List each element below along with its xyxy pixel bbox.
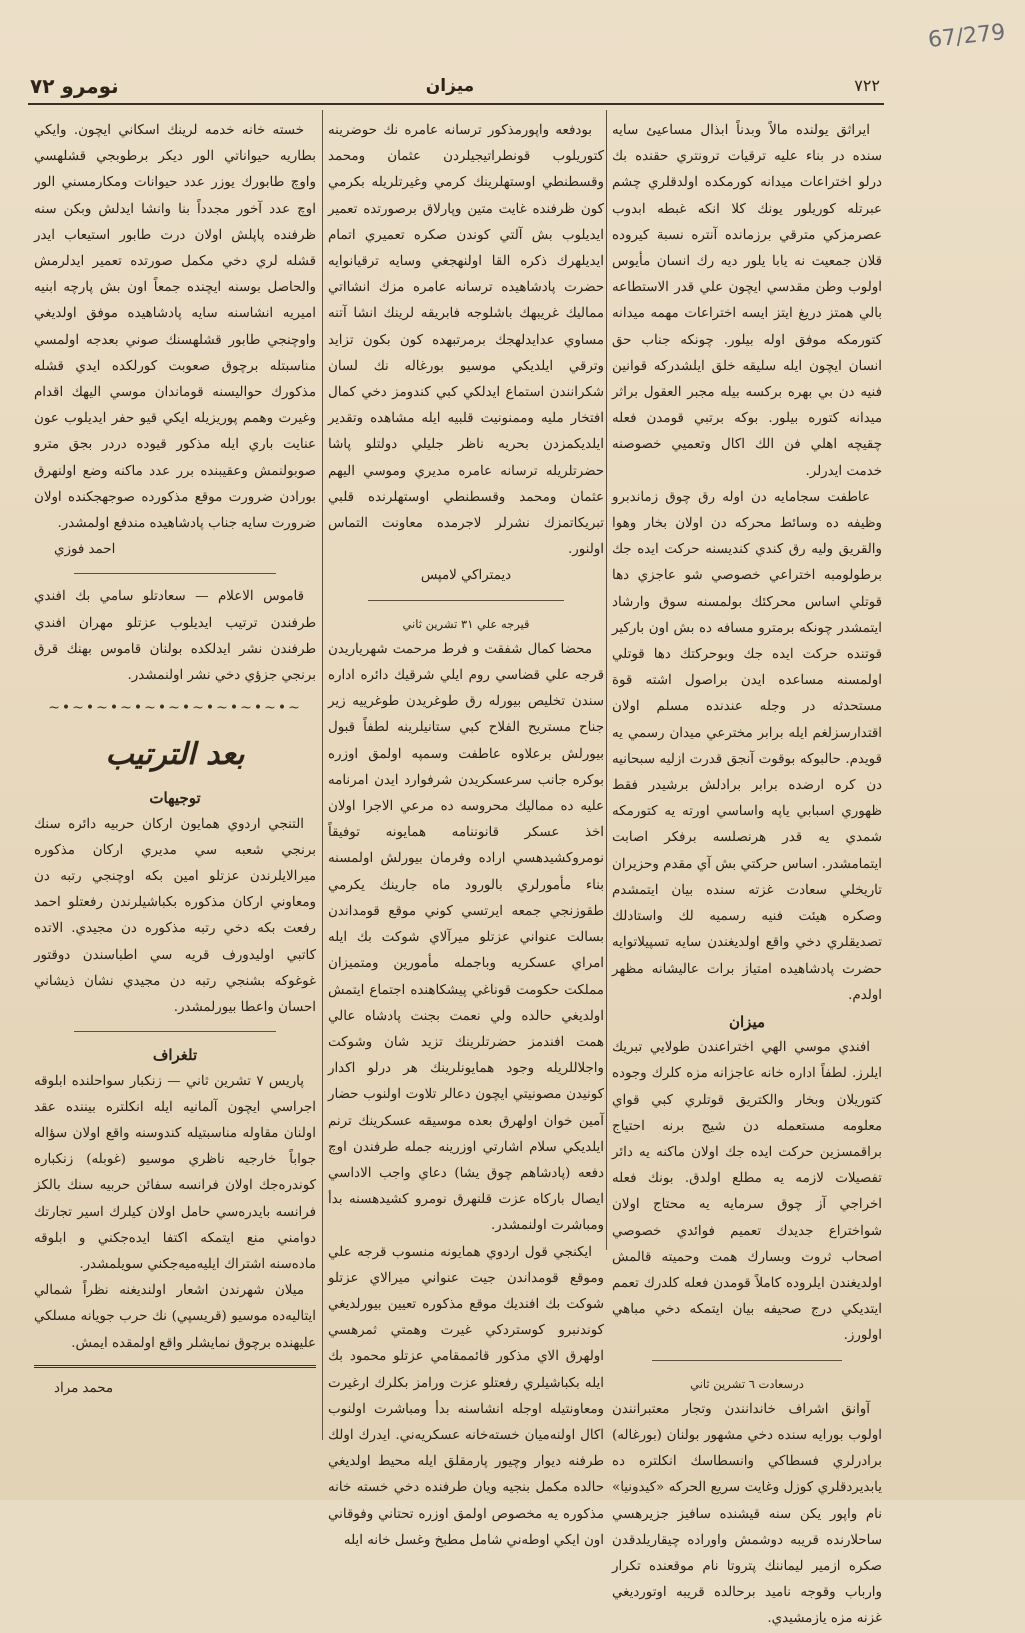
signature: احمد فوزي xyxy=(54,542,116,558)
article-paragraph: آوانق اشراف خاندانندن وتجار معتبرانندن اولوب بورايه سنده دخي مشهور بولنان (بورغاله) برادرلري فسطاكي وانسطاسك انكلتره ده يابديردقلري كوزل وغايت سريع الحركه «كيدونيا» نام واپور يكن سنه قيشنده سافيز جزيرهسي ساحلارنده قريبه دوشمش واوراده چيقاريلدقدن صكره ازمير ليماننك پتروتا نام موقعنده تكرار وارباب وقوجه ناميد برحالده قريبه اوتورديغي غزنه مزه يازمشيدي. xyxy=(612,1401,882,1627)
article-paragraph: خسته خانه خدمه لرينك اسكاني ايچون. وايكي بطاريه حيواناتي الور ديكر برطوبجي قشلهسي واوچ طابورك يوزر عدد حيوانات ومكارمسني الور اوچ عدد آخور مجدداً بنا وانشا ايدلش وبكن سنه ظرفنده پاپلش اولان درت طابور استيعاب ايدر قشله لري دخي مكمل صورتده تعمير ايدلرمش والحاصل بوسنه ايچنده جمعاً اون بش پارچه ابنيه اميريه انشاسنه سايه پادشاهيده موفق اولديغي واوچنجي طابور قشلهسنك صوني بعدجه اولمسي مناسبتله برچوق صعوبت كورلكده ايدي قشله مذكورك حواليسنه قوماندان موسي اليهك اقدام وغيرت وهمم پوريزيله ايكي قيو حفر ايديلوب عون عنايت باري ايله مذكور قيوده دردر بجق مترو صوبولنمش وعقيبنده برر عدد ماكنه وضع اولنهرق بورادن ضرورت موقع مذكورده صوجهجكنده اولان ضرورت سايه جناب پادشاهيده مندفع اولمشدر. xyxy=(34,123,316,532)
masthead: ميزان xyxy=(425,76,475,96)
separator xyxy=(368,600,564,601)
separator xyxy=(74,1031,276,1032)
header-rule xyxy=(28,103,884,105)
article-paragraph: افندي موسي الهي اختراعندن طولايي تبريك ايلرز. لطفاً اداره خانه عاجزانه مزه كلرك وجوده كتوريلان وبخار والكتريق قوتلري كبي قواي معلومه مستعمله دن شيج برنه احتياج براقمسزين حركت ايده جك اولان ماكنه يه دائر تفصيلات لازمه يه مطلع اولدق. بونك فعله اخراجي آز چوق سرمايه يه محتاج اولان شواختراع جديدك تعميم فوائدي خصوصي اصحاب ثروت وبسارك همت وحميته قالمش اولديغندن ايلروده كاملاً قومدن فعله كلدرك تعمم ايتديكي درج صحيفه بيان ايتمكه دخي مباهي اولورز. xyxy=(612,1040,882,1344)
separator xyxy=(74,573,276,574)
column-divider xyxy=(606,110,607,1250)
ornament-divider: ~•~•~•~•~•~•~•~•~•~•~ xyxy=(48,700,302,717)
article-paragraph: عاطفت سجامايه دن اوله رق چوق زماندبرو وظيفه ده وسائط محركه دن اولان بخار وهوا والقريق وليه رق كندي كنديسنه حركت ايده جك برطولومبه اختراعي خصوصي شو عاجزي دها قوتلي اساس محركئك بولمسنه سوق وارشاد ايتمشدر چونكه برمترو مسافه ده بش اون باركير قوتنده حركت ايده جك وبوحركتك دها قوتلي اولمسنه مساعده ايدن براصول اشته قوة مستحدثه در وجله عندنده مسلم اولان اقتدارسزلغم ايله برابر مخترعي ميدان رسمي يه قويدم. حالبوكه بوقوت آنجق قدرت ازليه سبحانيه دن كره ارضده برابر برادلش برشيدر فقط ظهوري اسبابي ياپه واساسي اورته يه كتورمكه شمدي يه قدر هرنصلسه برفكر اصابت ايتمامشدر. اساس حركتي بش آي مقدم وحزيران تاريخلي سعادت غزته سنده بيان ايتمشدم وصكره هيئت فنيه رسميه لك واستادلك تصديقلري دخي واقع اولديغندن سايه تسپيلاتوايه حضرت پادشاهيده امتياز برات عاليشانه مظهر اولدم. xyxy=(612,489,882,1003)
sub-heading: ميزان xyxy=(728,1012,766,1031)
telegraph-heading: تلغراف xyxy=(152,1046,198,1065)
section-heading: بعد الترتيب xyxy=(105,737,245,773)
page-header xyxy=(30,76,880,102)
telegraph-item: ميلان شهرندن اشعار اولنديغنه نظراً شمالي ايتاليه‌ده موسيو (قريسپي) نك حرب جويانه مسلكي عليهنده برچوق نمايشلر واقع اولمقده ايمش. xyxy=(34,1283,316,1351)
column-left xyxy=(34,118,316,1478)
separator xyxy=(652,1360,842,1361)
column-divider xyxy=(322,110,323,1440)
dispatch-date: قيرجه علي ٣١ تشرين ثاني xyxy=(402,616,530,631)
column-right xyxy=(612,118,882,1627)
double-rule xyxy=(34,1365,316,1368)
dispatch-date: درسعادت ٦ تشرين ثاني xyxy=(690,1376,804,1391)
column-middle xyxy=(328,118,604,1548)
article-paragraph: ايكنجي قول اردوي همايونه منسوب قرجه علي وموقع قومداندن جيت عنواني ميرالاي عزتلو شوكت بك افنديك موقع مذكوره تعيين بيورلديغي كوندنبرو كوستردكي غيرت وهمتي ثمرهسي اولهرق الاي مذكور قائممقامي عزتلو محمود بك ايله بكباشيلري رفعتلو عزت ورامز بكلرك ارغيرت ومعاونتيله اوجله انشاسنه بدأ ومباشرت اولنوب اكال اولنه‌ميان خسته‌خانه عسكريه‌ني. ايدرك اولك طرفنه ديوار وچيور پارمقلق ايله محيط اولديغي حالده مكمل بنجيه ويان طرفنده دخي خسته خانه مذكوره يه مخصوص اولمق اوزره تحتاني وفوقاني اون ايكي اوطه‌ني شامل مطبخ وغسل خانه ايله xyxy=(328,1244,604,1548)
article-paragraph: بودفعه واپورمذكور ترسانه عامره نك حوضرينه كتوريلوب قونطراتيجيلردن عثمان ومحمد وقسطنطي اوستهلرينك كرمي وغيرتلريله بكرمي كون ظرفنده غايت متين وپارلاق برصورتده تعمير ايديلوب بش آلتي كوندن صكره تعميري اتمام ايديلهرك ذكره القا اولنهجغي وسايه ترقيانوايه حضرت پادشاهيده ترسانه عامره مزك انشااتي مماليك غريبهك باشلوجه فابريقه لرينك انشا آتنه مساوي عدايدلهجك برمرتبهده كون بكون تزايد وترقي ايلديكي موسيو بورغاله نك لسان شكرانندن استماع ايدلكي كبي كندومز دخي كمال افتخار مليه وممنونيت قلبيه ايله مشاهده وتقدير ايلديكمزدن بحريه ناظر جليلي دولتلو پاشا حضرتلريله ترسانه عامره مديري وموسي اليهم عثمان ومحمد وقسطنطي اوستهلرنده قلبي تبريكاتمزك نشرلر لاجرمده معاونت التماس اولنور. xyxy=(328,123,604,558)
appointments-heading: توجيهات xyxy=(149,789,201,808)
archive-number: 67/279 xyxy=(926,20,1007,53)
signature: ديمتراكي لامپس xyxy=(420,568,512,584)
book-notice: قاموس الاعلام — سعادتلو سامي بك افندي طرفندن ترتيب ايديلوب عزتلو مهران افندي طرفندن نشر ايدلكده بولنان قاموس بهنك قرق برنجي جزؤي دخي نشر اولنمشدر. xyxy=(34,589,316,684)
article-paragraph: التنجي اردوي همايون اركان حربيه دائره سنك برنجي شعبه سي مديري اركان مذكوره ميرالايلرندن عزتلو امين بكه اوچنجي رتبه دن ومعاوني اركان مذكوره بكباشيلرندن رفعتلو احمد رفعت بكه دخي رتبه مذكوره دن مجيدي. الاتده كاتبي اوليدورف قريه سي اطباسندن دوقتور غوغوكه بشنجي رتبه دن مجيدي نشان ذيشاني احسان واعطا بيورلمشدر. xyxy=(34,816,316,1016)
signature: محمد مراد xyxy=(54,1380,114,1396)
article-paragraph: ايراثق يولنده مالاً وبدناً ابذال مساعيئ سايه سنده در بناء عليه ترقيات ترونتري حقنده بك درلو اختراعات ميدانه كورمكده اولدقلري چشم عبرتله كوريلور يونك كلا انكه غبطه ابدوب عصرمزكي مترقي برزمانده آنتره نسبة كيروده قلان جمعيت نه يابا يلور ديه رك انسان مأيوس اولوب وطن مقدسي ايچون علي قدر الاستطاعه بالي همتز دريغ ايتز ايسه اختراعات مهمه ميدانه كتورمكه موفق اوله بيلور. چونكه جناب حق انسان ايچون ايله سليقه خلق ايلشدركه قوانين فنيه دن بي بهره بركسه بيله مجبر العقول براثر ميدانه كتوره بيلور. بوكه برتبي قومدن فعله چقيچه اهلي فن الك اكال وتعميي خصوصنه خدمت ايدرلر. xyxy=(612,123,882,479)
article-paragraph: محضا كمال شفقت و فرط مرحمت شهرياريدن قرجه علي قضاسي روم ايلي شرقيك دائره اداره سندن تخليص بيورله رق طوغريدن طوغرييه زير جناح مستريح الفلاح كبي ستانيلرينه لطفاً قبول بيورلش برعلاوه عاطفت وسمپه اولمق اوزره بوكره جانب سرعسكريدن شرفوارد ايدن امرنامه عليه ده مماليك محروسه ده مرعي الاجرا اولان اخذ عسكر قانوننامه همايونه توفيقاً نومروكشيدهسي اراده وفرمان بيورلش اولمسنه بناء مأمورلري بالورود ماه جارينك يكرمي طقوزنجي جمعه ايرتسي كوني موقع قومداندن بسالت عنواني عزتلو ميرآلاي شوكت بك ايله امراي عسكريه وباجمله مأمورين ومتميزان مملكت حكومت قوناغي پيشكاهنده اجتماع ايتمش اولديغي حالده ولي نعمت بجنت پادشاه عالي همت افندمز حضرتلرينك تزيد شان وشوكت واجلاللريله وجود همايونلرينك هر درلو اكدار كونيدن مصونيتي ايچون دعالر تلاوت اولنوب حضار آمين خوان اولهرق بعده موسيقه عسكرينك ترنم ايلديكي سلام اشارتي اوزرينه جمله طرفندن اوچ دفعه (پادشاهم چوق يشا) دعاي واجب الاداسي ايصال باركاه عزت قلنهرق نومرو كشيدهسنه بدأ ومباشرت اولنمشدر. xyxy=(328,641,604,1234)
issue-number: نومرو ٧٢ xyxy=(30,74,119,98)
telegraph-item: پاريس ٧ تشرين ثاني — زنكبار سواحلنده ابلوقه اجراسي ايچون آلمانيه ايله انكلتره بيننده عقد اولنان مقاوله مناسبتيله كندوسنه واقع اولان سؤاله جواباً خارجيه ناظري موسيو (غوبله) زنكباره كوندره‌جك اولان فرانسه سفائن حربيه سنك بالكز فرانسه بايدره‌سي حامل اولان كيلرك اسير تجارتك دوامني منع ايتمكه اكتفا ايده‌جكني و ابلوقه ماده‌سنه اشتراك ايليه‌ميه‌جكني سويلمشدر. xyxy=(34,1073,316,1272)
page-number: ٧٢٢ xyxy=(854,76,880,95)
